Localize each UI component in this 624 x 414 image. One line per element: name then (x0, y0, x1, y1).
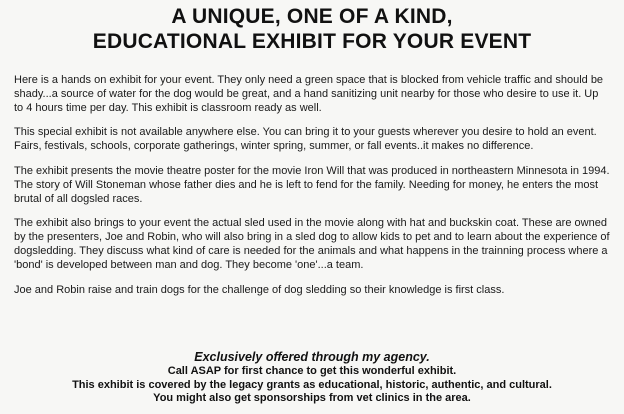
paragraph-exhibit-requirements: Here is a hands on exhibit for your event. They only need a green space that is blocked from vehicle traffic and should be shady...a source of water for the dog would be great, and a hand sanitizing unit nearby for those who desire to use it. Up to 4 hours time per day. This exhibit is classroom ready as well. (14, 74, 604, 114)
closing-call-to-action: Call ASAP for first chance to get this wonderful exhibit. (167, 365, 457, 377)
flyer-headline (14, 4, 610, 54)
paragraph-sled-and-presenters: The exhibit also brings to your event the actual sled used in the movie along with hat and buckskin coat. These are owned by the presenters, Joe and Robin, who will also bring in a sled dog to allow kids to pet and to learn about the experience of dogsledding. They discuss what kind of care is needed for the animals and what happens in the trainning process where a 'bond' is developed between man and dog. They become 'one'...a team. (14, 217, 610, 271)
closing-sponsorships: You might also get sponsorships from vet clinics in the area. (153, 392, 471, 404)
headline-line-1: A UNIQUE, ONE OF A KIND, (171, 5, 453, 28)
paragraph-movie-poster: The exhibit presents the movie theatre poster for the movie Iron Will that was produced in northeastern Minnesota in 1994. The story of Will Stoneman whose father dies and he is left to fend for the family. Needing for money, he enters the most brutal of all dogsled races. (14, 164, 610, 205)
flyer-body (14, 74, 610, 297)
paragraph-dog-training: Joe and Robin raise and train dogs for the challenge of dog sledding so their knowledge is first class. (14, 283, 505, 296)
headline-line-2: EDUCATIONAL EXHIBIT FOR YOUR EVENT (92, 30, 532, 53)
closing-block (0, 350, 624, 406)
paragraph-exclusive-availability: This special exhibit is not available anywhere else. You can bring it to your guests wherever you desire to hold an event. Fairs, festivals, schools, corporate gatherings, winter spring, summer, or fall events..it makes no difference. (14, 126, 597, 153)
closing-legacy-grants: This exhibit is covered by the legacy grants as educational, historic, authentic, and cultural. (72, 378, 552, 391)
closing-tagline: Exclusively offered through my agency. (194, 350, 430, 364)
